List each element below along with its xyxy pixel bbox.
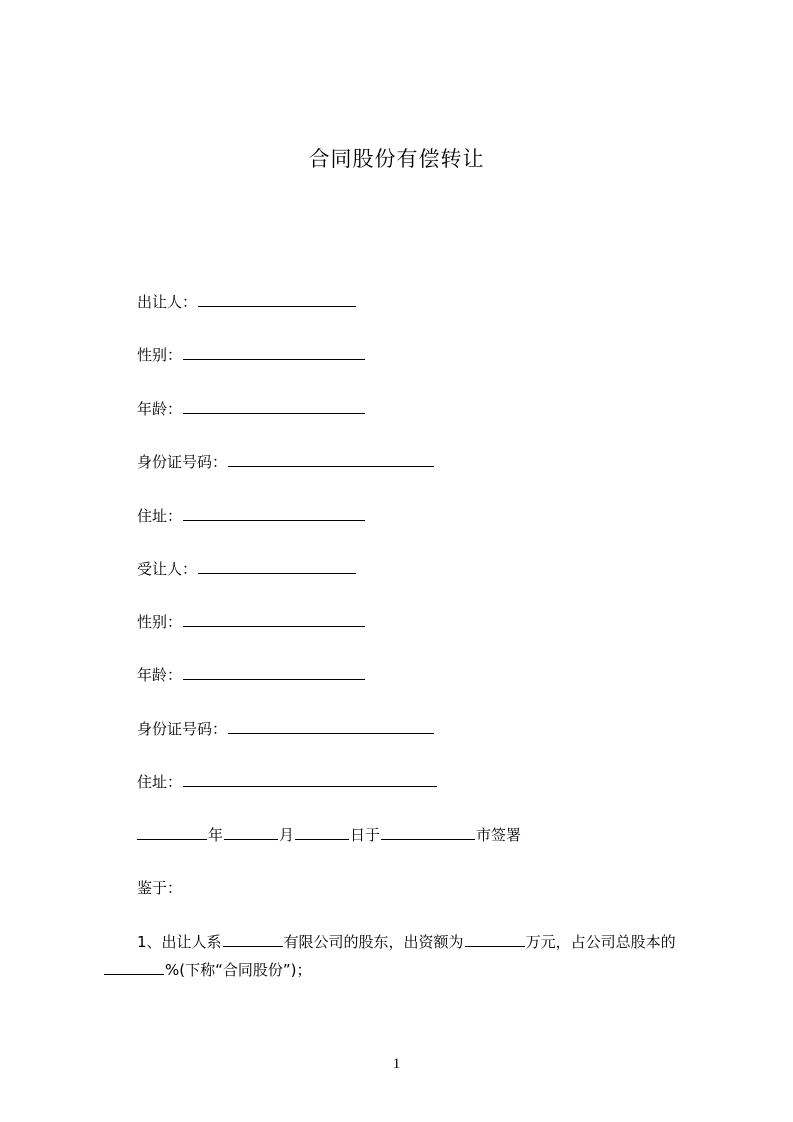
age1-label: 年龄： — [137, 400, 183, 418]
city-signed-label: 市签署 — [476, 826, 522, 844]
month-blank[interactable] — [224, 825, 278, 840]
clause-1 — [104, 928, 724, 984]
clause1-part4: %(下称“合同股份”)； — [165, 961, 312, 979]
gender1-line — [137, 345, 366, 364]
gender2-line — [137, 612, 366, 631]
gender2-blank[interactable] — [183, 612, 365, 627]
age1-line — [137, 399, 366, 418]
age1-blank[interactable] — [183, 399, 365, 414]
document-title: 合同股份有偿转让 — [308, 147, 485, 171]
day-blank[interactable] — [295, 825, 349, 840]
address1-line — [137, 506, 366, 525]
id2-blank[interactable] — [228, 719, 434, 734]
gender2-label: 性别： — [137, 613, 183, 631]
clause1-part2: 有限公司的股东，出资额为 — [283, 933, 464, 951]
age2-blank[interactable] — [183, 665, 365, 680]
age2-line — [137, 665, 366, 684]
gender1-blank[interactable] — [183, 345, 365, 360]
month-label: 月 — [279, 826, 295, 844]
transferor-line — [137, 292, 357, 311]
transferee-line — [137, 559, 357, 578]
address1-blank[interactable] — [183, 506, 365, 521]
signing-date-line — [137, 825, 521, 844]
capital-blank[interactable] — [465, 932, 525, 947]
year-blank[interactable] — [137, 825, 207, 840]
company-blank[interactable] — [223, 932, 283, 947]
day-at-label: 日于 — [350, 826, 381, 844]
gender1-label: 性别： — [137, 346, 183, 364]
year-label: 年 — [208, 826, 224, 844]
page-number: 1 — [392, 1056, 401, 1072]
address2-label: 住址： — [137, 773, 183, 791]
id1-line — [137, 452, 435, 471]
id1-blank[interactable] — [228, 452, 434, 467]
clause1-part1: 1、出让人系 — [137, 933, 222, 951]
transferor-label: 出让人： — [137, 293, 198, 311]
transferee-label: 受让人： — [137, 560, 198, 578]
age2-label: 年龄： — [137, 666, 183, 684]
percent-blank[interactable] — [104, 960, 164, 975]
address2-line — [137, 772, 438, 791]
id2-label: 身份证号码： — [137, 720, 228, 738]
transferor-blank[interactable] — [198, 292, 356, 307]
whereas-heading: 鉴于： — [137, 879, 183, 897]
address1-label: 住址： — [137, 507, 183, 525]
clause1-part3: 万元，占公司总股本的 — [525, 933, 676, 951]
city-blank[interactable] — [381, 825, 475, 840]
address2-blank[interactable] — [183, 772, 437, 787]
id1-label: 身份证号码： — [137, 453, 228, 471]
transferee-blank[interactable] — [198, 559, 356, 574]
id2-line — [137, 719, 435, 738]
